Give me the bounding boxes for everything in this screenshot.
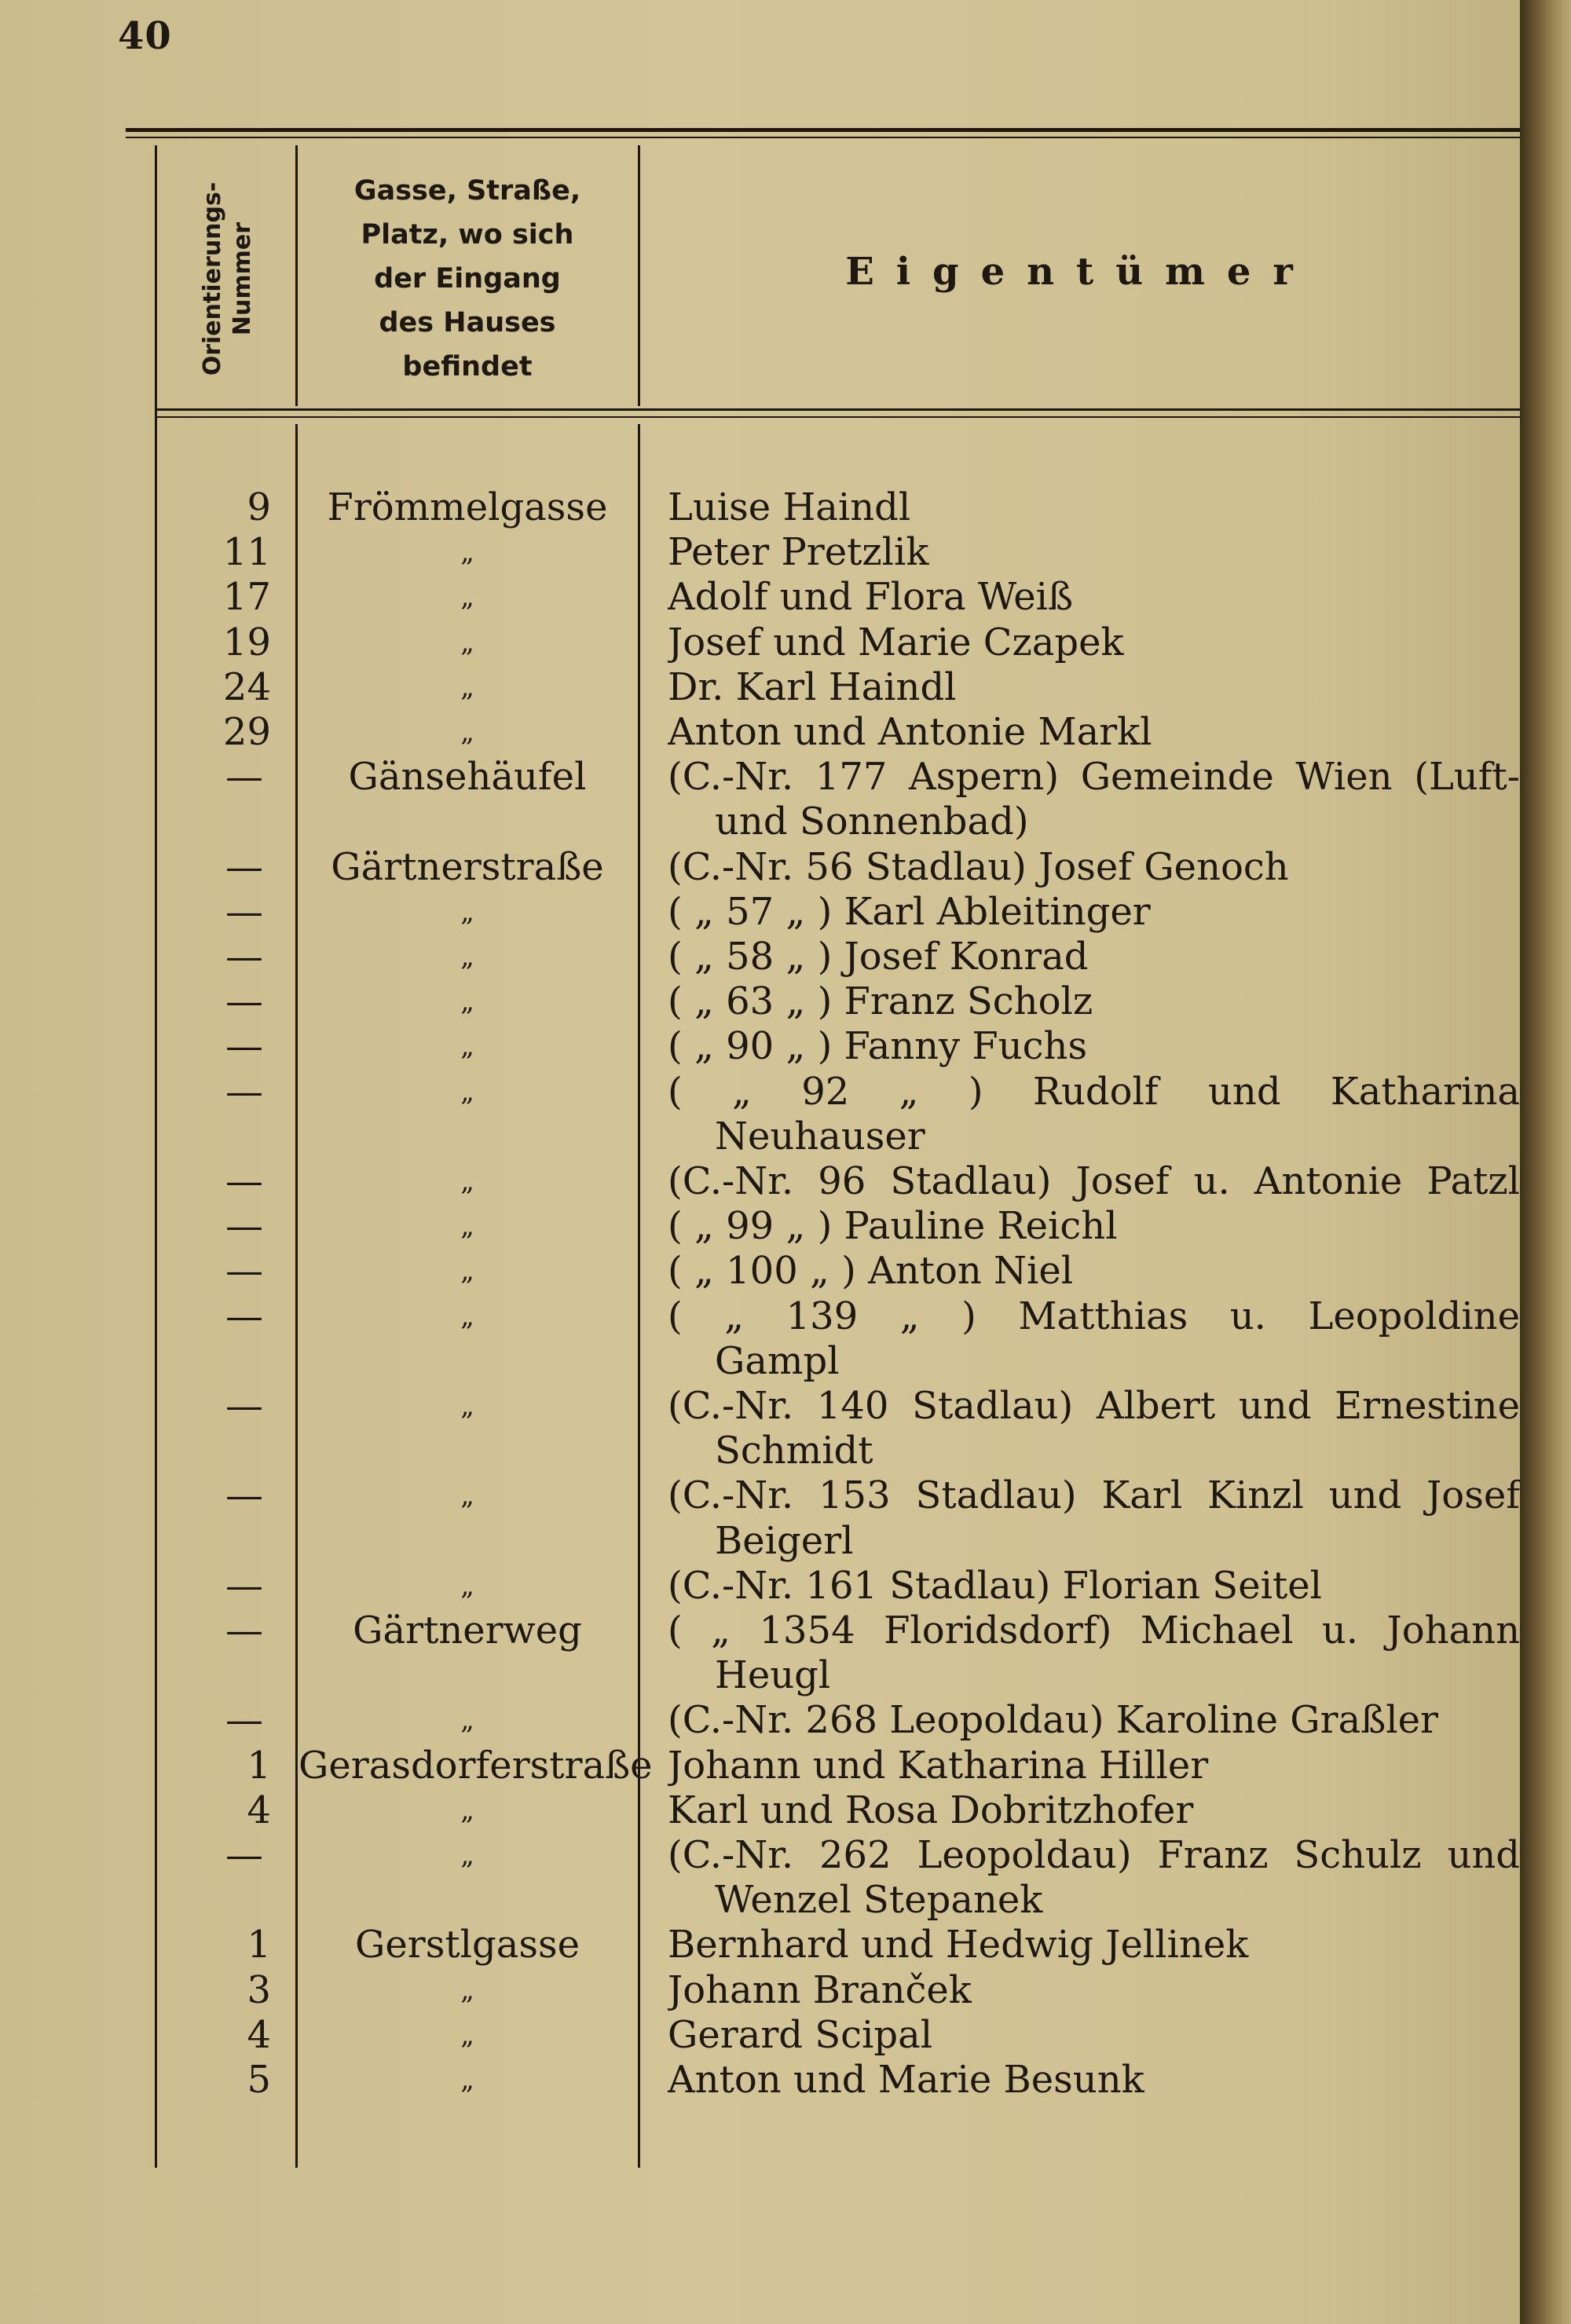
orientation-number: — — [225, 979, 263, 1024]
street-name: „ — [460, 1210, 474, 1243]
table-row — [0, 665, 1520, 710]
orientation-number: 1 — [247, 1743, 271, 1788]
table-row — [0, 1744, 1520, 1788]
street-name: „ — [460, 1974, 474, 2006]
table-row — [0, 1968, 1520, 2013]
street-name: Gärtnerstraße — [331, 844, 604, 889]
owner-name: Josef und Marie Czapek — [668, 620, 1124, 664]
header-rule-thin — [157, 416, 1520, 418]
owner-name: ( „ 57 „ ) Karl Ableitinger — [668, 889, 1151, 934]
table-row — [0, 1564, 1520, 1609]
orientation-number: 11 — [222, 530, 271, 575]
owner-name: ( „ 100 „ ) Anton Niel — [668, 1249, 1074, 1294]
street-name: „ — [460, 941, 474, 972]
orientation-number: — — [225, 1159, 263, 1203]
table-row — [0, 1204, 1520, 1249]
header-number-line: Orientierungs- — [199, 181, 226, 376]
orientation-number: — — [225, 1609, 263, 1652]
column-divider-number — [295, 145, 298, 406]
owner-name: Dr. Karl Haindl — [668, 664, 957, 709]
owner-name: Wenzel Stepanek — [715, 1878, 1043, 1923]
owner-name: (C.-Nr. 56 Stadlau) Josef Genoch — [668, 844, 1289, 889]
owner-name: Heugl — [715, 1653, 831, 1698]
header-owner-column: Eigentümer — [845, 250, 1315, 294]
street-name: „ — [460, 986, 474, 1018]
orientation-number: — — [225, 844, 263, 889]
table-row — [0, 1294, 1520, 1339]
book-binding-edge — [1520, 0, 1571, 2324]
owner-name: Anton und Marie Besunk — [668, 2058, 1144, 2102]
table-row — [0, 935, 1520, 979]
street-name: „ — [460, 1255, 474, 1287]
orientation-number: — — [225, 1473, 263, 1518]
street-name: Gärtnerweg — [353, 1609, 582, 1652]
table-row — [0, 755, 1520, 800]
owner-name: ( „ 99 „ ) Pauline Reichl — [668, 1204, 1118, 1249]
table-row — [0, 620, 1520, 665]
table-row — [0, 1070, 1520, 1114]
orientation-number: — — [225, 1698, 263, 1743]
owner-name: ( „ 92 „ ) Rudolf und Katharina — [668, 1069, 1520, 1114]
street-name: „ — [460, 1839, 474, 1871]
orientation-number: 5 — [247, 2058, 271, 2102]
owner-name: ( „ 58 „ ) Josef Konrad — [668, 935, 1089, 979]
owner-name: (C.-Nr. 268 Leopoldau) Karoline Graßler — [668, 1698, 1438, 1743]
owner-name: Gerard Scipal — [668, 2012, 933, 2057]
owner-name: (C.-Nr. 262 Leopoldau) Franz Schulz und — [668, 1833, 1520, 1877]
owner-name: Gampl — [715, 1338, 840, 1383]
top-rule — [126, 128, 1520, 132]
street-name: Gänsehäufel — [348, 755, 587, 800]
table-row — [0, 1788, 1520, 1833]
table-row — [0, 1024, 1520, 1069]
street-name: „ — [460, 581, 474, 613]
orientation-number: 19 — [222, 620, 271, 664]
table-row — [0, 890, 1520, 935]
orientation-number: 17 — [222, 575, 271, 620]
header-street-line: Gasse, Straße, — [353, 175, 581, 207]
street-name: „ — [460, 536, 474, 569]
table-row — [0, 575, 1520, 620]
table-row — [0, 1339, 1520, 1384]
orientation-number: 29 — [222, 710, 271, 754]
orientation-number: 3 — [247, 1967, 271, 2012]
header-street-line: des Hauses — [379, 307, 556, 339]
table-row — [0, 1249, 1520, 1294]
street-name: „ — [460, 1166, 474, 1197]
orientation-number: — — [225, 1563, 263, 1608]
header-street-line: befindet — [402, 351, 533, 382]
street-name: Frömmelgasse — [327, 485, 608, 529]
header-street-line: der Eingang — [374, 263, 561, 295]
owner-name: Karl und Rosa Dobritzhofer — [668, 1788, 1194, 1832]
orientation-number: 4 — [247, 2012, 271, 2057]
owner-name: Adolf und Flora Weiß — [668, 575, 1074, 620]
orientation-number: — — [225, 1249, 263, 1294]
table-row — [0, 1384, 1520, 1429]
table-row — [0, 710, 1520, 755]
page-number: 40 — [118, 14, 172, 58]
owner-name: (C.-Nr. 177 Aspern) Gemeinde Wien (Luft- — [668, 755, 1520, 800]
top-rule-thin — [126, 137, 1520, 138]
owner-name: (C.-Nr. 153 Stadlau) Karl Kinzl und Josef — [668, 1473, 1520, 1518]
table-row — [0, 1114, 1520, 1159]
owner-name: Johann Branček — [668, 1967, 972, 2012]
street-name: Gerasdorferstraße — [298, 1743, 653, 1788]
table-row — [0, 2013, 1520, 2058]
header-rule — [157, 408, 1520, 411]
orientation-number: — — [225, 1833, 263, 1877]
owner-name: Luise Haindl — [668, 485, 911, 529]
owner-name: Peter Pretzlik — [668, 530, 929, 575]
table-row — [0, 1473, 1520, 1518]
table-row — [0, 485, 1520, 530]
orientation-number: — — [225, 1024, 263, 1069]
owner-name: (C.-Nr. 161 Stadlau) Florian Seitel — [668, 1563, 1322, 1608]
owner-name: ( „ 139 „ ) Matthias u. Leopoldine — [668, 1294, 1520, 1338]
orientation-number: — — [225, 935, 263, 979]
street-name: Gerstlgasse — [355, 1923, 580, 1967]
owner-name: Anton und Antonie Markl — [668, 710, 1152, 754]
orientation-number: 9 — [247, 485, 271, 529]
street-name: „ — [460, 1704, 474, 1737]
street-name: „ — [460, 1480, 474, 1512]
street-name: „ — [460, 895, 474, 928]
street-name: „ — [460, 2064, 474, 2095]
table-row — [0, 1878, 1520, 1923]
owner-name: ( „ 1354 Floridsdorf) Michael u. Johann — [668, 1609, 1520, 1652]
owner-name: (C.-Nr. 96 Stadlau) Josef u. Antonie Patzl — [668, 1159, 1520, 1203]
table-row — [0, 800, 1520, 844]
owner-name: Beigerl — [715, 1518, 854, 1563]
owner-name: ( „ 90 „ ) Fanny Fuchs — [668, 1024, 1088, 1069]
table-row — [0, 1698, 1520, 1743]
column-divider-street — [638, 145, 640, 406]
header-number-line: Nummer — [229, 221, 256, 336]
table-row — [0, 1519, 1520, 1564]
orientation-number: — — [225, 889, 263, 934]
table-row — [0, 1609, 1520, 1653]
header-number-column — [198, 182, 258, 376]
owner-name: (C.-Nr. 140 Stadlau) Albert und Ernestine — [668, 1384, 1520, 1428]
header-street-line: Platz, wo sich — [361, 219, 574, 251]
table-row — [0, 2058, 1520, 2103]
street-name: „ — [460, 1075, 474, 1107]
owner-name: Johann und Katharina Hiller — [668, 1743, 1209, 1788]
street-name: „ — [460, 1794, 474, 1826]
orientation-number: 1 — [247, 1923, 271, 1967]
orientation-number: 4 — [247, 1788, 271, 1832]
owner-name: Bernhard und Hedwig Jellinek — [668, 1923, 1249, 1967]
table-row — [0, 1159, 1520, 1204]
orientation-number: — — [225, 1384, 263, 1428]
street-name: „ — [460, 1030, 474, 1063]
street-name: „ — [460, 1390, 474, 1422]
table-row — [0, 530, 1520, 575]
street-name: „ — [460, 671, 474, 703]
table-row — [0, 845, 1520, 890]
owner-name: Neuhauser — [715, 1114, 925, 1158]
street-name: „ — [460, 716, 474, 748]
orientation-number: 24 — [222, 664, 271, 709]
street-name: „ — [460, 2018, 474, 2051]
table-row — [0, 1429, 1520, 1473]
table-row — [0, 1833, 1520, 1878]
street-name: „ — [460, 1300, 474, 1332]
orientation-number: — — [225, 1069, 263, 1114]
table-row — [0, 979, 1520, 1024]
street-name: „ — [460, 626, 474, 658]
orientation-number: — — [225, 1204, 263, 1249]
orientation-number: — — [225, 755, 263, 800]
table-row — [0, 1923, 1520, 1967]
table-row — [0, 1653, 1520, 1698]
owner-name: und Sonnenbad) — [715, 800, 1029, 844]
owner-name: Schmidt — [715, 1429, 873, 1473]
orientation-number: — — [225, 1294, 263, 1338]
owner-name: ( „ 63 „ ) Franz Scholz — [668, 979, 1093, 1024]
street-name: „ — [460, 1569, 474, 1601]
header-street-column — [302, 169, 632, 389]
